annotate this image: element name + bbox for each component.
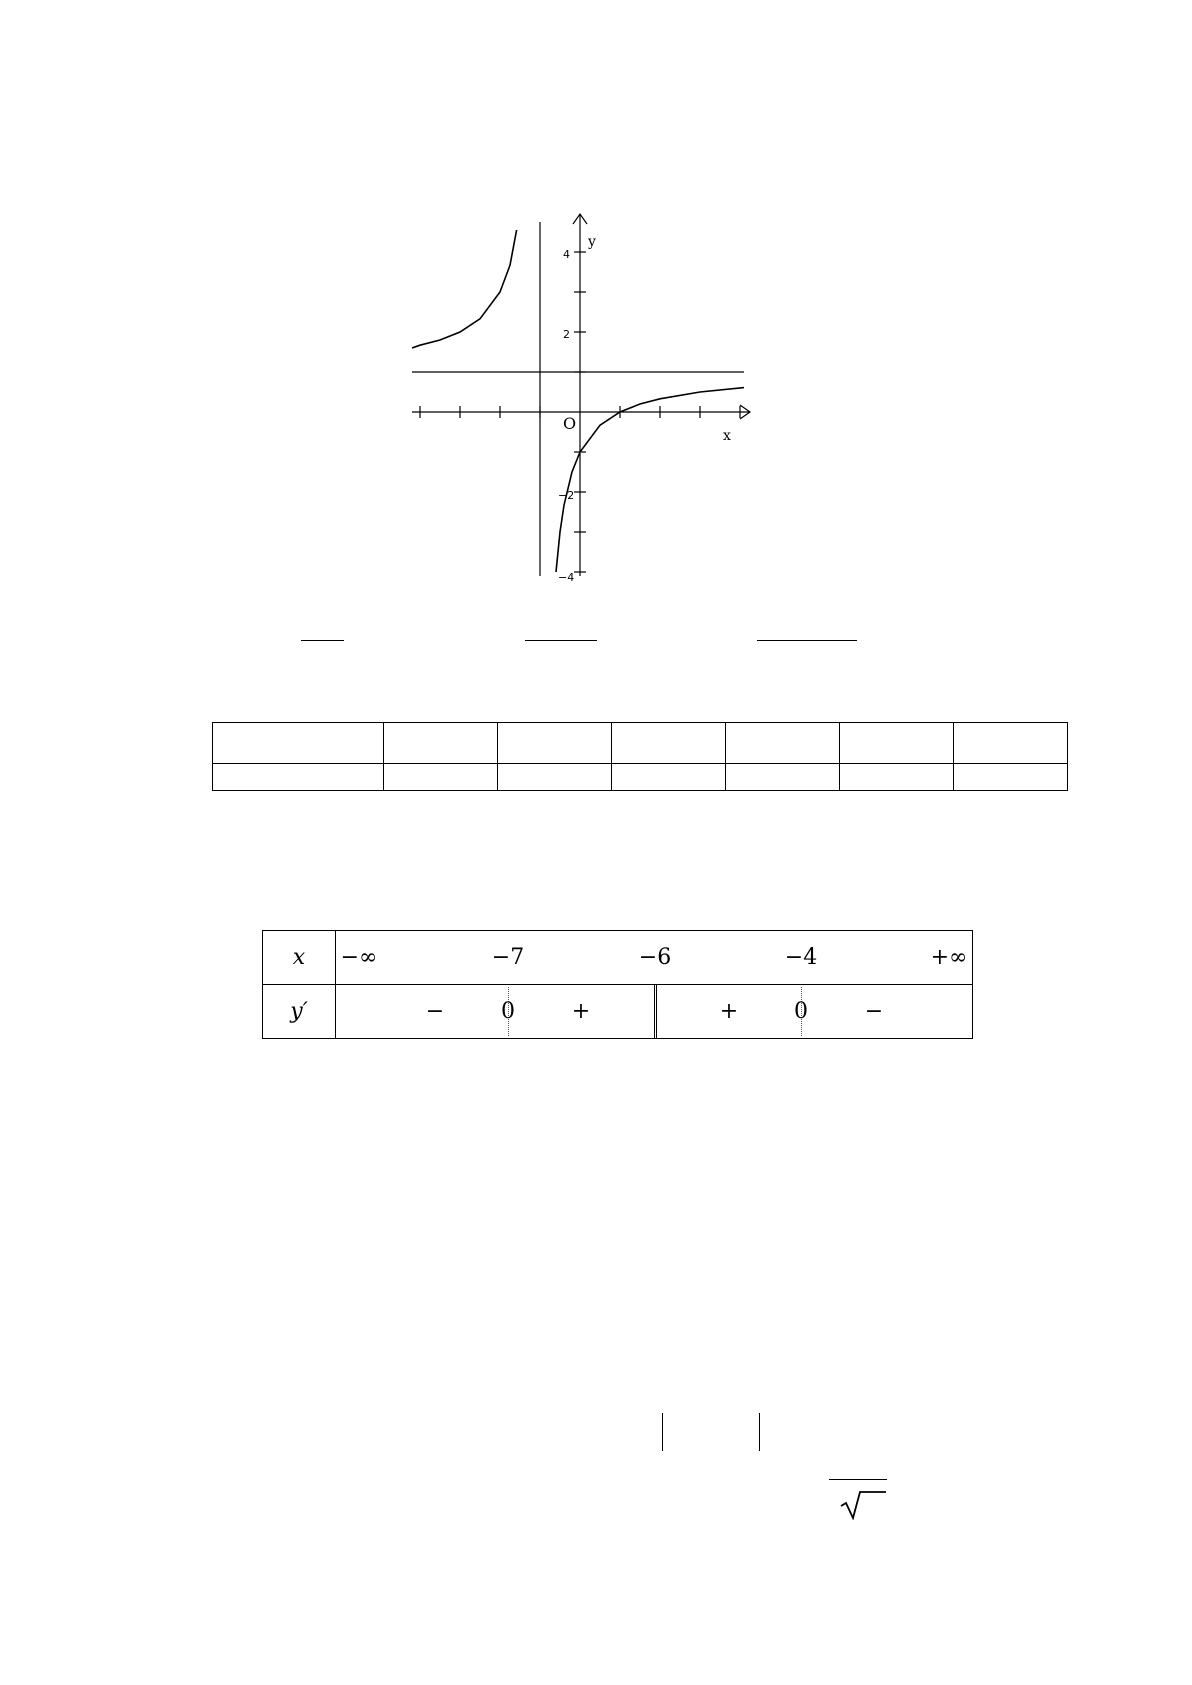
y-tick-label: −4 [558,571,575,584]
x-value: +∞ [930,945,968,970]
table-cell [213,764,384,791]
x-axis-label: x [723,428,731,444]
table-cell [840,723,954,764]
row-divider [263,984,972,985]
graph-axes [412,214,750,576]
sign-table-yprime-label: y′ [290,999,308,1024]
fraction-bar [525,640,597,641]
sign-table-x-label: x [292,945,306,970]
table-cell [726,723,840,764]
table-cell [384,723,498,764]
table-cell [612,723,726,764]
y-axis-label: y [588,234,596,250]
y-tick-label: −2 [558,489,575,502]
x-value: −∞ [340,945,378,970]
table-row [213,723,1068,764]
curve-branch [412,0,532,348]
sign-value: 0 [794,999,808,1024]
table-cell [726,764,840,791]
table-cell [840,764,954,791]
table-cell [213,723,384,764]
fraction-bar [301,640,344,641]
table-cell [612,764,726,791]
table-cell [954,764,1068,791]
table-cell [954,723,1068,764]
absolute-value-bar [662,1413,663,1451]
sign-value: + [719,999,739,1024]
function-graph [0,0,1192,620]
column-divider [335,931,336,1038]
sign-value: 0 [501,999,515,1024]
y-tick-label: 2 [563,328,570,341]
value-table [212,722,1068,791]
sign-value: + [571,999,591,1024]
table-row [213,764,1068,791]
sign-value: − [864,999,884,1024]
table-cell [498,723,612,764]
fraction-bar [757,640,857,641]
table-cell [384,764,498,791]
table-cell [498,764,612,791]
absolute-value-bar [759,1413,760,1451]
x-value: −7 [491,945,525,970]
sign-value: − [425,999,445,1024]
curve-branch [556,388,744,572]
origin-label: O [563,414,577,433]
square-root-sign [826,1480,888,1520]
x-value: −6 [638,945,672,970]
graph-asymptotes [412,222,744,576]
double-bar [654,984,657,1038]
graph-curves [412,0,744,572]
sign-table [262,930,973,1039]
x-value: −4 [784,945,818,970]
y-tick-label: 4 [563,248,570,261]
